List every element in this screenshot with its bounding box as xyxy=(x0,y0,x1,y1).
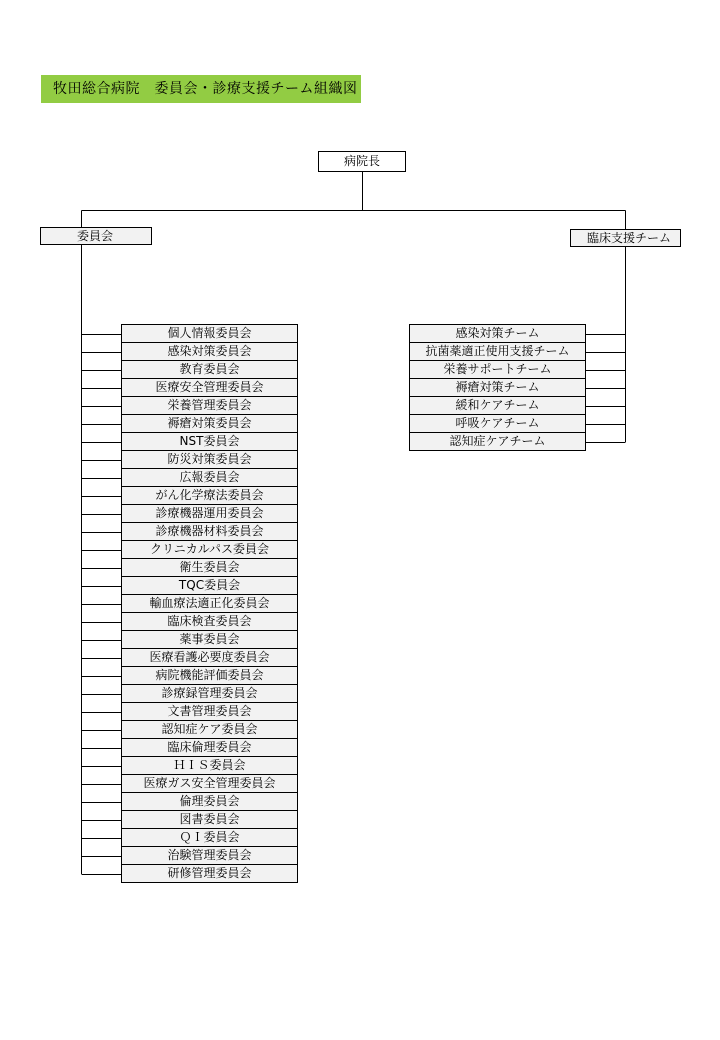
committee-item: 診療録管理委員会 xyxy=(121,684,298,703)
committee-item: 診療機器運用委員会 xyxy=(121,504,298,523)
committee-item: 診療機器材料委員会 xyxy=(121,522,298,541)
committee-item: がん化学療法委員会 xyxy=(121,486,298,505)
team-item: 栄養サポートチーム xyxy=(409,360,586,379)
committee-item: NST委員会 xyxy=(121,432,298,451)
committee-item: 広報委員会 xyxy=(121,468,298,487)
committee-item: 栄養管理委員会 xyxy=(121,396,298,415)
director-box: 病院長 xyxy=(318,151,406,172)
committee-item: 倫理委員会 xyxy=(121,792,298,811)
committee-item: 図書委員会 xyxy=(121,810,298,829)
team-item: 呼吸ケアチーム xyxy=(409,414,586,433)
committee-item: 防災対策委員会 xyxy=(121,450,298,469)
committee-item: 感染対策委員会 xyxy=(121,342,298,361)
team-item: 感染対策チーム xyxy=(409,324,586,343)
committee-item: 認知症ケア委員会 xyxy=(121,720,298,739)
committee-item: 個人情報委員会 xyxy=(121,324,298,343)
team-item: 抗菌薬適正使用支援チーム xyxy=(409,342,586,361)
committee-item: 病院機能評価委員会 xyxy=(121,666,298,685)
committee-item: 医療ガス安全管理委員会 xyxy=(121,774,298,793)
page-title: 牧田総合病院 委員会・診療支援チーム組織図 xyxy=(41,75,361,103)
team-item: 緩和ケアチーム xyxy=(409,396,586,415)
committee-list xyxy=(121,324,298,883)
committee-item: 臨床検査委員会 xyxy=(121,612,298,631)
committee-item: 教育委員会 xyxy=(121,360,298,379)
committee-group-header: 委員会 xyxy=(40,227,152,245)
committee-item: 医療看護必要度委員会 xyxy=(121,648,298,667)
committee-item: 衛生委員会 xyxy=(121,558,298,577)
committee-item: ＨＩＳ委員会 xyxy=(121,756,298,775)
committee-item: 医療安全管理委員会 xyxy=(121,378,298,397)
committee-item: TQC委員会 xyxy=(121,576,298,595)
team-list xyxy=(409,324,586,451)
committee-item: 文書管理委員会 xyxy=(121,702,298,721)
team-group-header: 臨床支援チーム xyxy=(570,229,681,247)
team-item: 褥瘡対策チーム xyxy=(409,378,586,397)
team-item: 認知症ケアチーム xyxy=(409,432,586,451)
committee-item: 褥瘡対策委員会 xyxy=(121,414,298,433)
committee-item: ＱＩ委員会 xyxy=(121,828,298,847)
committee-item: 研修管理委員会 xyxy=(121,864,298,883)
committee-item: 輸血療法適正化委員会 xyxy=(121,594,298,613)
committee-item: 薬事委員会 xyxy=(121,630,298,649)
committee-item: 臨床倫理委員会 xyxy=(121,738,298,757)
committee-item: 治験管理委員会 xyxy=(121,846,298,865)
committee-item: クリニカルパス委員会 xyxy=(121,540,298,559)
